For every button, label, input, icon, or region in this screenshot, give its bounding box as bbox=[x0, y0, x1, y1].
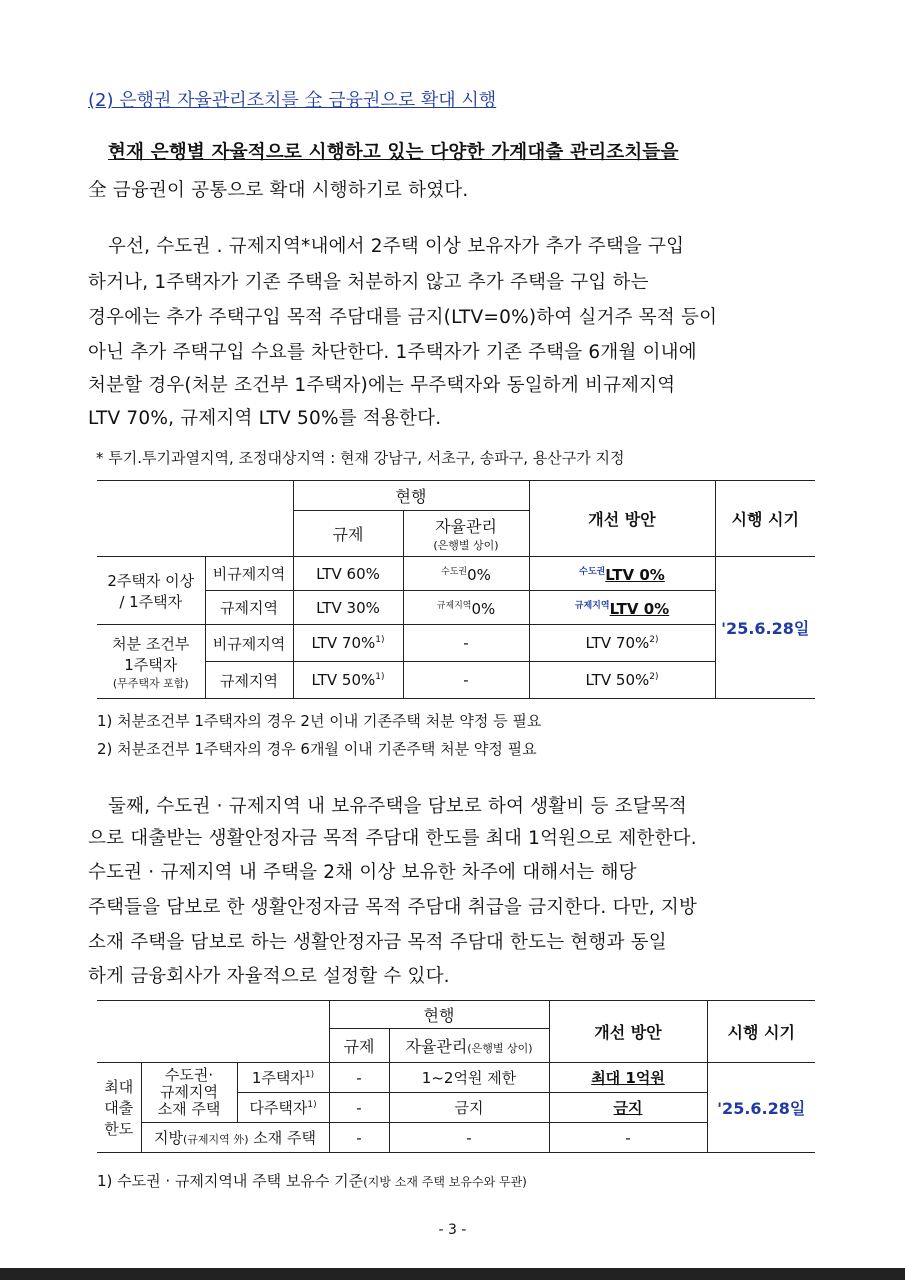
table2-row-local-b: (규제지역 外) bbox=[182, 1133, 249, 1146]
para2-line-1: 둘째, 수도권 · 규제지역 내 보유주택을 담보로 하여 생활비 등 조달목적 bbox=[108, 796, 687, 817]
table2-header-regulation: 규제 bbox=[329, 1029, 389, 1063]
table1-cell-2-2-sup: 규제지역 bbox=[436, 600, 472, 611]
table1-row-reg: 규제지역 bbox=[205, 591, 293, 625]
table1-cell-4-1 bbox=[293, 662, 403, 699]
table1-date: '25.6.28일 bbox=[715, 557, 815, 699]
table2-corner bbox=[97, 1001, 329, 1063]
table2-subgroup-line-c: 소재 주택 bbox=[157, 1100, 221, 1118]
table1-cell-1-3-sup: 수도권 bbox=[579, 566, 606, 577]
table1-row-reg-2: 규제지역 bbox=[205, 662, 293, 699]
table1-cell-2-2 bbox=[403, 591, 529, 625]
table2-subgroup-line-a: 수도권· bbox=[164, 1066, 214, 1084]
table1-cell-1-2-value: 0% bbox=[467, 565, 491, 584]
table1-header-current: 현행 bbox=[293, 481, 529, 511]
table1-header-regulation: 규제 bbox=[293, 511, 403, 557]
table2-cell-2-2: 금지 bbox=[389, 1093, 549, 1123]
table2-date: '25.6.28일 bbox=[707, 1063, 815, 1153]
page-number: - 3 - bbox=[438, 1222, 467, 1238]
table1-group-conditional bbox=[97, 625, 205, 699]
table2-group-line-a: 최대 bbox=[104, 1078, 134, 1096]
table1-cell-2-2-value: 0% bbox=[471, 599, 496, 618]
table1-row-nonreg-2: 비규제지역 bbox=[205, 625, 293, 662]
table1-cell-3-1-sup: 1) bbox=[375, 635, 385, 645]
table1-group1-line-a: 2주택자 이상 bbox=[107, 571, 195, 590]
para1-line-4: 아닌 추가 주택구입 수요를 차단한다. 1주택자가 기존 주택을 6개월 이내에 bbox=[88, 342, 697, 363]
table1-group-multi-home bbox=[97, 557, 205, 625]
intro-line-1: 현재 은행별 자율적으로 시행하고 있는 다양한 가계대출 관리조치들을 bbox=[108, 142, 679, 163]
table2-row-local-a: 지방 bbox=[153, 1129, 183, 1147]
table2-group-line-b: 대출 bbox=[104, 1099, 134, 1117]
table2-group-line-c: 한도 bbox=[104, 1120, 134, 1138]
table2-header-self bbox=[389, 1029, 549, 1063]
table1-note-1: 1) 처분조건부 1주택자의 경우 2년 이내 기존주택 처분 약정 등 필요 bbox=[97, 712, 542, 730]
table1-cell-3-3-sup: 2) bbox=[649, 635, 659, 645]
para2-line-3: 수도권 · 규제지역 내 주택을 2채 이상 보유한 차주에 대해서는 해당 bbox=[88, 862, 637, 883]
table1-group2-line-c: (무주택자 포함) bbox=[112, 676, 189, 690]
para2-line-4: 주택들을 담보로 한 생활안정자금 목적 주담대 취급을 금지한다. 다만, 지방 bbox=[88, 897, 698, 918]
table1-cell-4-1-sup: 1) bbox=[375, 672, 385, 682]
table1-header-self-label: 자율관리 bbox=[435, 517, 497, 536]
table1-row-nonreg: 비규제지역 bbox=[205, 557, 293, 591]
table1-cell-4-3-sup: 2) bbox=[649, 672, 659, 682]
table2-row-one-home bbox=[237, 1063, 329, 1093]
para1-line-3: 경우에는 추가 주택구입 목적 주담대를 금지(LTV=0%)하여 실거주 목적 등이 bbox=[88, 307, 718, 328]
table2-note-main: 1) 수도권 · 규제지역내 주택 보유수 기준 bbox=[97, 1172, 364, 1190]
table2-cell-3-2: - bbox=[389, 1123, 549, 1153]
page-bottom-bar bbox=[0, 1268, 905, 1280]
table2-cell-1-3: 최대 1억원 bbox=[549, 1063, 707, 1093]
table2-row-multi-home bbox=[237, 1093, 329, 1123]
table1-group2-line-b: 1주택자 bbox=[124, 655, 178, 674]
table1-cell-3-1-value: LTV 70% bbox=[311, 634, 376, 652]
table2-row-multi-home-label: 다주택자 bbox=[249, 1099, 308, 1117]
table1-cell-4-2: - bbox=[403, 662, 529, 699]
table2-cell-3-1: - bbox=[329, 1123, 389, 1153]
table1-cell-1-3-value: LTV 0% bbox=[605, 565, 665, 584]
table1-cell-2-3-value: LTV 0% bbox=[609, 599, 670, 618]
para2-line-5: 소재 주택을 담보로 하는 생활안정자금 목적 주담대 한도는 현행과 동일 bbox=[88, 932, 667, 953]
para1-line-1: 우선, 수도권 . 규제지역*내에서 2주택 이상 보유자가 추가 주택을 구입 bbox=[108, 236, 685, 257]
table1-cell-2-1: LTV 30% bbox=[293, 591, 403, 625]
table2-cell-2-1: - bbox=[329, 1093, 389, 1123]
para1-line-5: 처분할 경우(처분 조건부 1주택자)에는 무주택자와 동일하게 비규제지역 bbox=[88, 375, 676, 396]
table1-cell-1-2 bbox=[403, 557, 529, 591]
table2-header-date: 시행 시기 bbox=[707, 1001, 815, 1063]
table1-group1-line-b: / 1주택자 bbox=[119, 592, 183, 611]
table1-cell-1-2-sup: 수도권 bbox=[441, 566, 468, 577]
table1-cell-2-3-sup: 규제지역 bbox=[574, 600, 610, 611]
table2-row-multi-home-sup: 1) bbox=[307, 1100, 317, 1110]
table1-cell-3-2: - bbox=[403, 625, 529, 662]
table2-header-self-sub: (은행별 상이) bbox=[467, 1042, 533, 1055]
table1-cell-2-3 bbox=[529, 591, 715, 625]
table1-cell-4-3 bbox=[529, 662, 715, 699]
footnote-regulated-areas: * 투기.투기과열지역, 조정대상지역 : 현재 강남구, 서초구, 송파구, 용산구가 지정 bbox=[96, 449, 625, 467]
para1-line-2: 하거나, 1주택자가 기존 주택을 처분하지 않고 추가 주택을 구입 하는 bbox=[88, 272, 649, 293]
table2-row-one-home-label: 1주택자 bbox=[251, 1069, 305, 1087]
living-loan-table bbox=[97, 1000, 815, 1153]
table2-cell-1-1: - bbox=[329, 1063, 389, 1093]
intro-line-2: 全 금융권이 공통으로 확대 시행하기로 하였다. bbox=[88, 180, 469, 201]
para1-line-6: LTV 70%, 규제지역 LTV 50%를 적용한다. bbox=[88, 408, 442, 429]
table1-group2-line-a: 처분 조건부 bbox=[112, 634, 190, 653]
table1-cell-3-3-value: LTV 70% bbox=[585, 634, 650, 652]
table2-note-sub: (지방 소재 주택 보유수와 무관) bbox=[363, 1175, 527, 1189]
table1-note-2: 2) 처분조건부 1주택자의 경우 6개월 이내 기존주택 처분 약정 필요 bbox=[97, 740, 537, 758]
table2-header-current: 현행 bbox=[329, 1001, 549, 1029]
table1-header-plan: 개선 방안 bbox=[529, 481, 715, 557]
table1-cell-1-3 bbox=[529, 557, 715, 591]
table2-row-local-c: 소재 주택 bbox=[248, 1129, 317, 1147]
ltv-table bbox=[97, 480, 815, 699]
table2-group-max-limit bbox=[97, 1063, 141, 1153]
para2-line-6: 하게 금융회사가 자율적으로 설정할 수 있다. bbox=[88, 966, 450, 987]
section-title: (2) 은행권 자율관리조치를 全 금융권으로 확대 시행 bbox=[88, 90, 497, 111]
table1-header-self bbox=[403, 511, 529, 557]
table1-corner bbox=[97, 481, 293, 557]
table1-cell-3-3 bbox=[529, 625, 715, 662]
table2-cell-2-3: 금지 bbox=[549, 1093, 707, 1123]
table2-subgroup-line-b: 규제지역 bbox=[160, 1083, 218, 1101]
table2-row-one-home-sup: 1) bbox=[304, 1070, 315, 1080]
table2-header-plan: 개선 방안 bbox=[549, 1001, 707, 1063]
table1-cell-3-1 bbox=[293, 625, 403, 662]
table1-header-date: 시행 시기 bbox=[715, 481, 815, 557]
table1-cell-4-1-value: LTV 50% bbox=[311, 671, 376, 689]
table1-header-self-sub: (은행별 상이) bbox=[433, 539, 499, 552]
table2-cell-1-2: 1~2억원 제한 bbox=[389, 1063, 549, 1093]
table2-cell-3-3: - bbox=[549, 1123, 707, 1153]
table1-cell-1-1: LTV 60% bbox=[293, 557, 403, 591]
table2-header-self-label: 자율관리 bbox=[405, 1037, 468, 1056]
table2-note bbox=[97, 1170, 527, 1191]
table2-row-local bbox=[141, 1123, 329, 1153]
table2-subgroup-metro bbox=[141, 1063, 237, 1123]
table1-cell-4-3-value: LTV 50% bbox=[585, 671, 650, 689]
para2-line-2: 으로 대출받는 생활안정자금 목적 주담대 한도를 최대 1억원으로 제한한다. bbox=[88, 828, 697, 849]
